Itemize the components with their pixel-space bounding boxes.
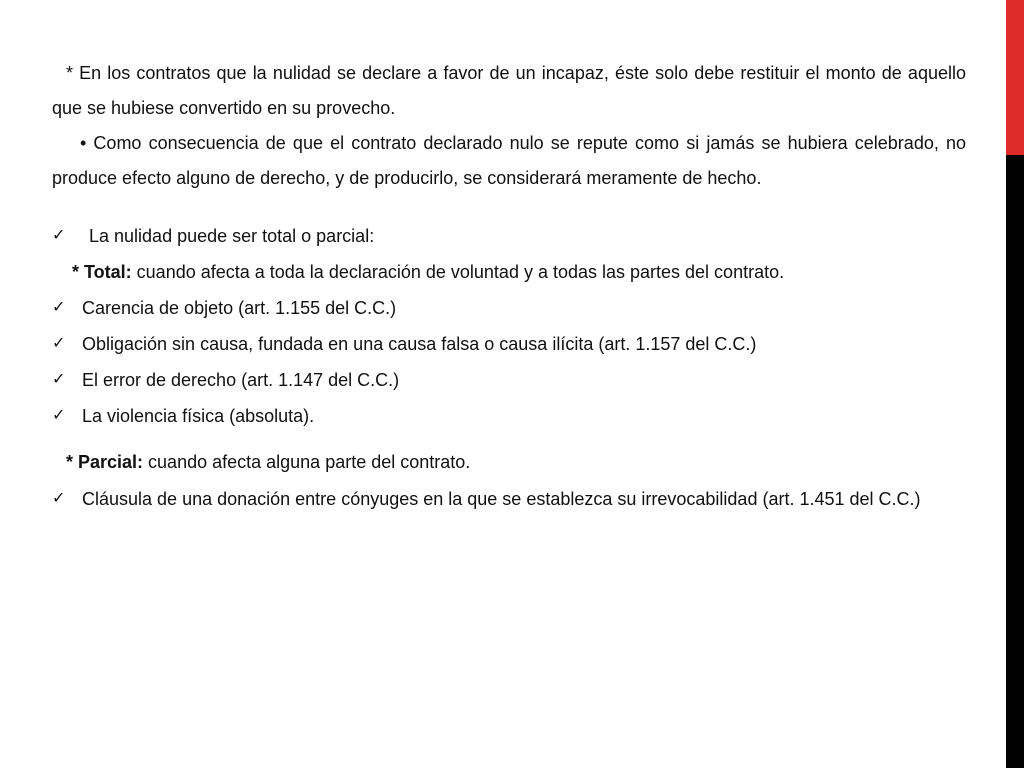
list-item-text: Carencia de objeto (art. 1.155 del C.C.)	[82, 298, 397, 318]
total-definition	[52, 254, 966, 290]
total-heading: La nulidad puede ser total o parcial:	[89, 226, 375, 246]
total-list	[52, 290, 966, 434]
list-item	[52, 290, 966, 326]
paragraph-consecuencia: • Como consecuencia de que el contrato declarado nulo se repute como si jamás se hubiera celebrado, no produce efecto alguno de derecho, y de producirlo, se considerará meramente de hecho.	[52, 133, 966, 188]
checkmark-icon: ✓	[52, 335, 66, 352]
list-item	[52, 398, 966, 434]
paragraph-incapaz: * En los contratos que la nulidad se declare a favor de un incapaz, éste solo debe restituir el monto de aquello que se hubiese convertido en su provecho.	[52, 63, 966, 118]
total-text: cuando afecta a toda la declaración de voluntad y a todas las partes del contrato.	[131, 262, 785, 282]
list-item	[52, 326, 966, 362]
slide-content	[52, 56, 966, 512]
list-item-text: Obligación sin causa, fundada en una causa falsa o causa ilícita (art. 1.157 del C.C.)	[82, 334, 757, 354]
checkmark-icon: ✓	[52, 227, 66, 244]
checkmark-icon: ✓	[52, 490, 66, 507]
checkmark-icon: ✓	[52, 299, 66, 316]
accent-bar-black	[1006, 155, 1024, 768]
parcial-label: * Parcial:	[66, 452, 144, 472]
accent-bar-red	[1006, 0, 1024, 155]
checkmark-icon: ✓	[52, 407, 66, 424]
checkmark-icon: ✓	[52, 371, 66, 388]
right-accent-bar	[1006, 0, 1024, 768]
parcial-text: cuando afecta alguna parte del contrato.	[143, 452, 471, 472]
list-item-text: Cláusula de una donación entre cónyuges en la que se establezca su irrevocabilidad (art. 1.451 del C.C.)	[82, 489, 921, 509]
parcial-definition	[52, 444, 966, 480]
parcial-list	[52, 486, 966, 512]
list-item-text: La violencia física (absoluta).	[82, 406, 315, 426]
list-item	[52, 362, 966, 398]
total-label: * Total:	[72, 262, 132, 282]
total-heading-row	[52, 218, 966, 254]
list-item	[52, 486, 966, 512]
list-item-text: El error de derecho (art. 1.147 del C.C.)	[82, 370, 400, 390]
